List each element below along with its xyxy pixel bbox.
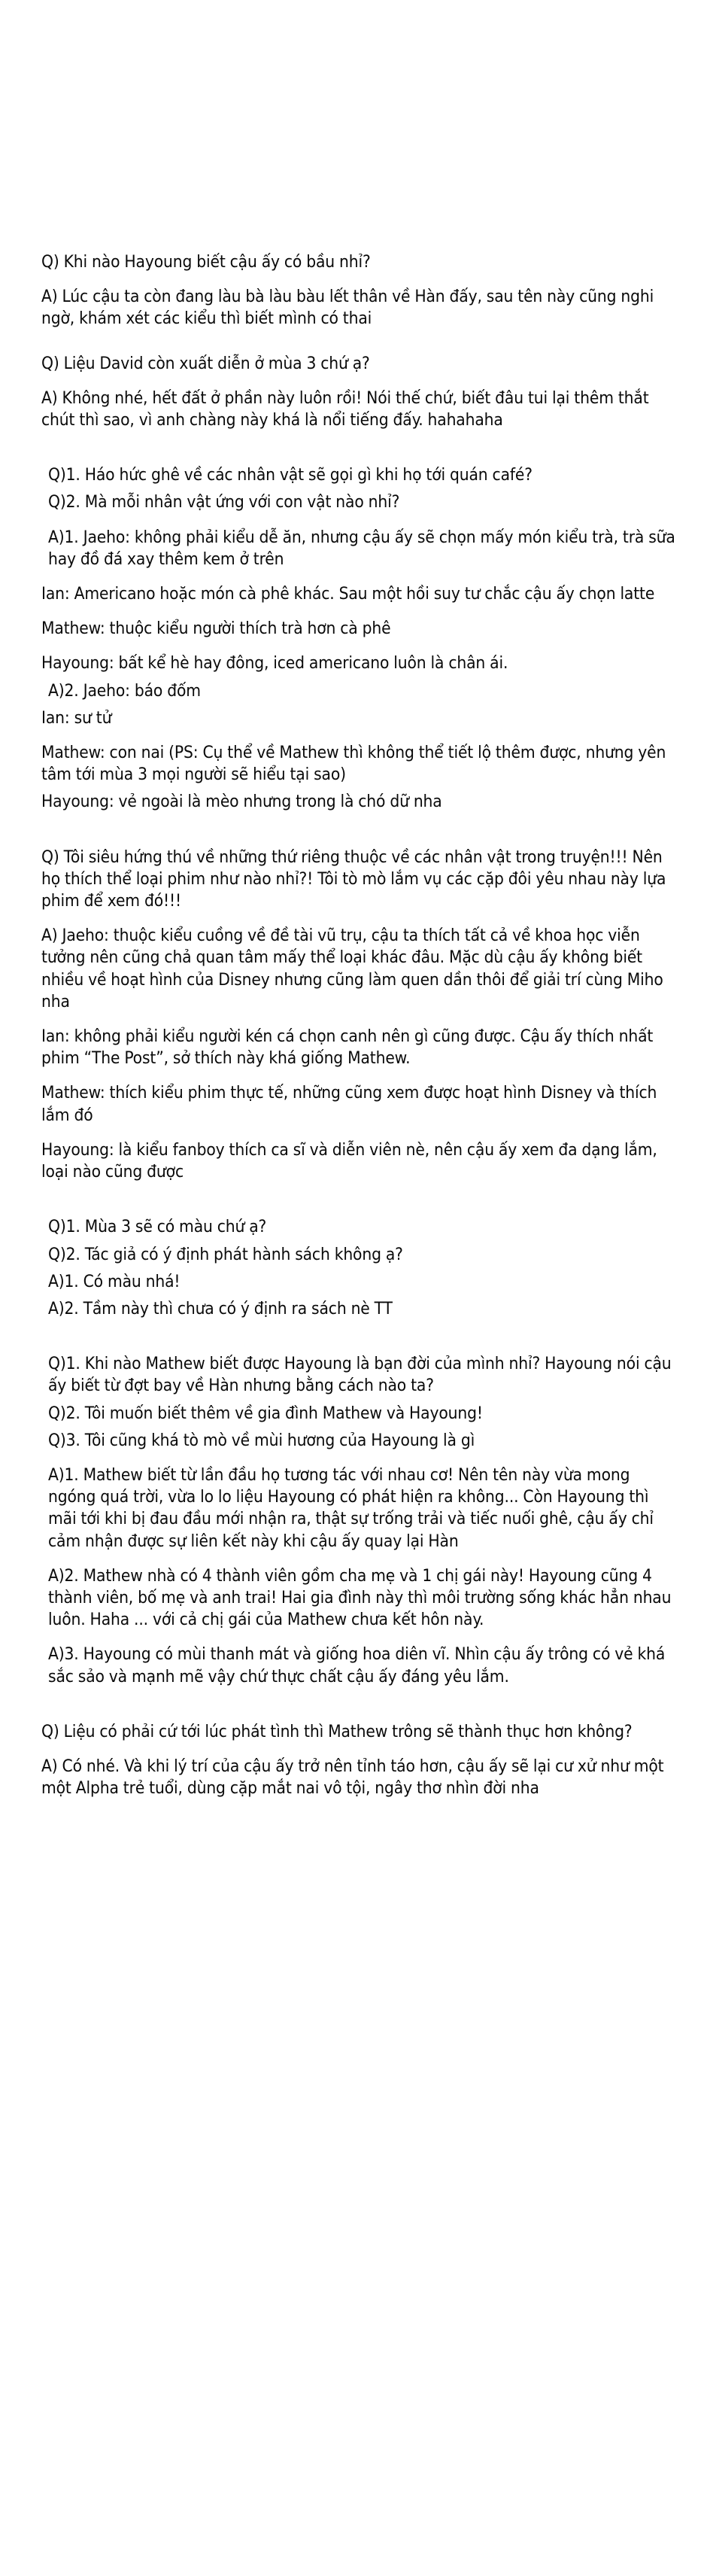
paragraph-spacer bbox=[41, 1239, 677, 1244]
answer-paragraph-a2-families: A)2. Mathew nhà có 4 thành viên gồm cha mẹ và 1 chị gái này! Hayoung cũng 4 thành viên, bố mẹ và anh trai! Hai gia đình này thì môi trường sống khác hẳn nhau luôn. Haha ... với cả chị gái của Mathew chưa kết hôn này. bbox=[48, 1565, 676, 1630]
answer-paragraph-a-rut-behavior: A) Có nhé. Và khi lý trí của cậu ấy trở nên tỉnh táo hơn, cậu ấy sẽ lại cư xử như một một Alpha trẻ tuổi, dùng cặp mắt nai vô tội, ngây thơ nhìn đời nha bbox=[41, 1756, 669, 1799]
paragraph-spacer bbox=[41, 1452, 677, 1464]
answer-paragraph-a1-ian-order: Ian: Americano hoặc món cà phê khác. Sau một hồi suy tư chắc cậu ấy chọn latte bbox=[41, 584, 655, 604]
paragraph-spacer bbox=[41, 1553, 677, 1565]
question-paragraph-q1-season3-color: Q)1. Mùa 3 sẽ có màu chứ ạ? bbox=[48, 1217, 267, 1237]
answer-paragraph-a2-ian-animal: Ian: sư tử bbox=[41, 707, 112, 728]
answer-paragraph-a-hayoung-movie: Hayoung: là kiểu fanboy thích ca sĩ và diễn viên nè, nên cậu ấy xem đa dạng lắm, loại nào cũng được bbox=[41, 1139, 662, 1182]
answer-paragraph-a2-mathew-animal: Mathew: con nai (PS: Cụ thể về Mathew thì không thể tiết lộ thêm được, nhưng yên tâm tới mùa 3 mọi người sẽ hiểu tại sao) bbox=[41, 743, 671, 785]
answer-paragraph-a-hayoung-pregnancy: A) Lúc cậu ta còn đang làu bà làu bàu lết thân về Hàn đấy, sau tên này cũng nghi ngờ, khám xét các kiểu thì biết mình có thai bbox=[41, 287, 659, 329]
paragraph-spacer bbox=[41, 570, 677, 583]
answer-paragraph-a-mathew-movie: Mathew: thích kiểu phim thực tế, những cũng xem được hoạt hình Disney và thích lắm đó bbox=[41, 1083, 662, 1125]
paragraph-spacer bbox=[41, 1013, 677, 1026]
paragraph-spacer bbox=[41, 1688, 677, 1721]
paragraph-spacer bbox=[41, 605, 677, 618]
answer-paragraph-a3-scent: A)3. Hayoung có mùi thanh mát và giống hoa diên vĩ. Nhìn cậu ấy trông có vẻ khá sắc sảo và mạnh mẽ vậy chứ thực chất cậu ấy đáng yêu lắm. bbox=[48, 1644, 670, 1686]
answer-paragraph-a1-season3-color: A)1. Có màu nhá! bbox=[48, 1271, 181, 1291]
question-paragraph-q-david-season3: Q) Liệu David còn xuất diễn ở mùa 3 chứ ạ? bbox=[41, 353, 370, 373]
answer-paragraph-a2-hayoung-animal: Hayoung: vẻ ngoài là mèo nhưng trong là chó dữ nha bbox=[41, 792, 442, 812]
qa-text-body bbox=[41, 251, 680, 1799]
answer-paragraph-a1-jaeho-order: A)1. Jaeho: không phải kiểu dễ ăn, nhưng cậu ấy sẽ chọn mấy món kiểu trà, trà sữa hay đồ đá xay thêm kem ở trên bbox=[48, 527, 680, 569]
answer-paragraph-a-jaeho-movie: A) Jaeho: thuộc kiểu cuồng về đề tài vũ trụ, cậu ta thích tất cả về khoa học viễn tưởng nên cũng chả quan tâm mấy thể loại khác đâu. Mặc dù cậu ấy không biết nhiều về hoạt hình của Disney nhưng cũng làm quen dần thôi để giải trí cùng Miho nha bbox=[41, 926, 668, 1011]
question-paragraph-q2-book-release: Q)2. Tác giả có ý định phát hành sách không ạ? bbox=[48, 1244, 403, 1264]
paragraph-spacer bbox=[41, 912, 677, 925]
paragraph-spacer bbox=[41, 431, 677, 464]
paragraph-spacer bbox=[41, 375, 677, 388]
paragraph-spacer bbox=[41, 1266, 677, 1271]
question-paragraph-q-rut-behavior: Q) Liệu có phải cứ tới lúc phát tình thì Mathew trông sẽ thành thục hơn không? bbox=[41, 1721, 633, 1741]
answer-paragraph-a-david-season3: A) Không nhé, hết đất ở phần này luôn rồi! Nói thế chứ, biết đâu tui lại thêm thắt chút thì sao, vì anh chàng này khá là nổi tiếng đấy. hahahaha bbox=[41, 388, 654, 430]
answer-paragraph-a1-mathew-order: Mathew: thuộc kiểu người thích trà hơn cà phê bbox=[41, 619, 391, 639]
paragraph-spacer bbox=[41, 702, 677, 707]
paragraph-spacer bbox=[41, 1127, 677, 1139]
question-paragraph-q-hayoung-pregnancy: Q) Khi nào Hayoung biết cậu ấy có bầu nhỉ? bbox=[41, 252, 371, 272]
paragraph-spacer bbox=[41, 1183, 677, 1216]
paragraph-spacer bbox=[41, 640, 677, 652]
answer-paragraph-a2-jaeho-animal: A)2. Jaeho: báo đốm bbox=[48, 680, 201, 701]
paragraph-spacer bbox=[41, 786, 677, 791]
answer-paragraph-a1-hayoung-order: Hayoung: bất kể hè hay đông, iced americano luôn là chân ái. bbox=[41, 653, 508, 674]
paragraph-spacer bbox=[41, 1320, 677, 1353]
question-paragraph-q2-families: Q)2. Tôi muốn biết thêm về gia đình Mathew và Hayoung! bbox=[48, 1403, 483, 1423]
answer-paragraph-a-ian-movie: Ian: không phải kiểu người kén cá chọn canh nên gì cũng được. Cậu ấy thích nhất phim “The Post”, sở thích này khá giống Mathew. bbox=[41, 1026, 658, 1069]
question-paragraph-q3-scent: Q)3. Tôi cũng khá tò mò về mùi hương của Hayoung là gì bbox=[48, 1430, 475, 1450]
paragraph-spacer bbox=[41, 814, 677, 847]
paragraph-spacer bbox=[41, 675, 677, 680]
answer-paragraph-a1-mathew-knew: A)1. Mathew biết từ lần đầu họ tương tác với nhau cơ! Nên tên này vừa mong ngóng quá trời, vừa lo lo liệu Hayoung có phát hiện ra không... Còn Hayoung thì mãi tới khi bị đau đầu mới nhận ra, thật sự trống trải và tiếc nuối ghê, cậu ấy chỉ cảm nhận được sự liên kết này khi cậu ấy quay lại Hàn bbox=[48, 1464, 658, 1551]
paragraph-spacer bbox=[41, 1425, 677, 1430]
paragraph-spacer bbox=[41, 330, 677, 353]
paragraph-spacer bbox=[41, 1397, 677, 1403]
question-paragraph-q1-mathew-knew: Q)1. Khi nào Mathew biết được Hayoung là bạn đời của mình nhỉ? Hayoung nói cậu ấy biết từ đợt bay về Hàn nhưng bằng cách nào ta? bbox=[48, 1354, 676, 1396]
paragraph-spacer bbox=[41, 1293, 677, 1298]
paragraph-spacer bbox=[41, 1631, 677, 1644]
paragraph-spacer bbox=[41, 273, 677, 286]
question-paragraph-q-movie-taste: Q) Tôi siêu hứng thú về những thứ riêng thuộc về các nhân vật trong truyện!!! Nên họ thích thể loại phim như nào nhỉ?! Tôi tò mò lắm vụ các cặp đôi yêu nhau này lựa phim để xem đó!!! bbox=[41, 847, 671, 911]
paragraph-spacer bbox=[41, 1743, 677, 1756]
paragraph-spacer bbox=[41, 1069, 677, 1082]
paragraph-spacer bbox=[41, 486, 677, 491]
paragraph-spacer bbox=[41, 514, 677, 527]
question-paragraph-q1-cafe-order: Q)1. Háo hức ghê về các nhân vật sẽ gọi gì khi họ tới quán café? bbox=[48, 465, 533, 485]
question-paragraph-q2-animal-match: Q)2. Mà mỗi nhân vật ứng với con vật nào nhỉ? bbox=[48, 492, 400, 512]
answer-paragraph-a2-book-release: A)2. Tầm này thì chưa có ý định ra sách nè TT bbox=[48, 1298, 393, 1318]
paragraph-spacer bbox=[41, 729, 677, 742]
